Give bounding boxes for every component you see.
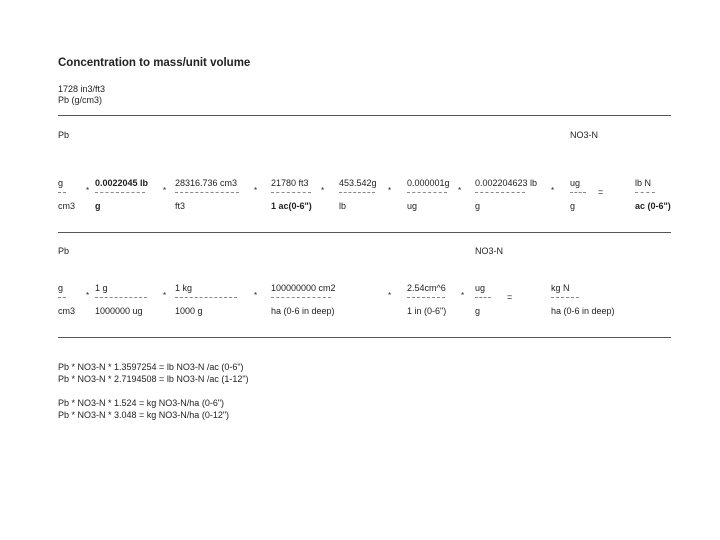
s1-fraction-bar-3 — [271, 192, 311, 193]
s1-den-8: ac (0-6") — [635, 201, 671, 211]
s2-fraction-bar-6 — [551, 297, 579, 298]
formula-2: Pb * NO3-N * 2.7194508 = lb NO3-N /ac (1-12") — [58, 374, 249, 384]
s1-fraction-bar-7 — [570, 192, 586, 193]
s1-fraction-bar-4 — [339, 192, 375, 193]
s2-num-2: 1 kg — [175, 283, 193, 293]
s1-op-3: * — [321, 186, 325, 195]
s2-den-6: ha (0-6 in deep) — [551, 306, 615, 316]
formula-1: Pb * NO3-N * 1.3597254 = lb NO3-N /ac (0-6") — [58, 362, 244, 372]
s1-den-7: g — [570, 201, 576, 211]
s1-den-5: ug — [407, 201, 418, 211]
formula-3: Pb * NO3-N * 1.524 = kg NO3-N/ha (0-6") — [58, 398, 225, 408]
s2-num-1: 1 g — [95, 283, 108, 293]
page-title: Concentration to mass/unit volume — [58, 57, 251, 69]
divider-1 — [58, 115, 671, 116]
s1-num-3: 21780 ft3 — [271, 178, 309, 188]
s2-num-5: ug — [475, 283, 486, 293]
s1-fraction-bar-0 — [58, 192, 66, 193]
s2-den-2: 1000 g — [175, 306, 203, 316]
section1-left-label: Pb — [58, 130, 70, 140]
s1-op-5: * — [458, 186, 462, 195]
s1-op-7: = — [598, 187, 604, 197]
s2-fraction-bar-2 — [175, 297, 237, 298]
intro-line-1: 1728 in3/ft3 — [58, 84, 106, 94]
s2-num-6: kg N — [551, 283, 570, 293]
s2-den-5: g — [475, 306, 481, 316]
divider-3 — [58, 337, 671, 338]
s2-op-1: * — [163, 291, 167, 300]
s2-fraction-bar-4 — [407, 297, 445, 298]
s1-fraction-bar-2 — [175, 192, 239, 193]
section2-left-label: Pb — [58, 246, 70, 256]
s2-den-3: ha (0-6 in deep) — [271, 306, 335, 316]
s1-fraction-bar-5 — [407, 192, 447, 193]
s2-num-0: g — [58, 283, 64, 293]
s1-fraction-bar-1 — [95, 192, 145, 193]
s2-fraction-bar-5 — [475, 297, 491, 298]
s1-num-2: 28316.736 cm3 — [175, 178, 238, 188]
s2-den-4: 1 in (0-6") — [407, 306, 447, 316]
s2-num-3: 100000000 cm2 — [271, 283, 336, 293]
s2-op-5: = — [507, 292, 513, 302]
s1-den-3: 1 ac(0-6") — [271, 201, 312, 211]
s1-den-6: g — [475, 201, 481, 211]
s1-fraction-bar-8 — [635, 192, 655, 193]
s2-fraction-bar-1 — [95, 297, 147, 298]
s1-den-2: ft3 — [175, 201, 186, 211]
s2-op-2: * — [254, 291, 258, 300]
s1-den-4: lb — [339, 201, 347, 211]
s1-fraction-bar-6 — [475, 192, 525, 193]
s1-op-0: * — [86, 186, 90, 195]
s1-num-7: ug — [570, 178, 581, 188]
intro-line-2: Pb (g/cm3) — [58, 95, 103, 105]
s1-num-5: 0.000001g — [407, 178, 450, 188]
s1-num-8: lb N — [635, 178, 652, 188]
section2-right-label: NO3-N — [475, 246, 504, 256]
s2-op-0: * — [86, 291, 90, 300]
s1-op-6: * — [551, 186, 555, 195]
divider-2 — [58, 232, 671, 233]
s2-op-3: * — [388, 291, 392, 300]
s2-den-0: cm3 — [58, 306, 76, 316]
s2-op-4: * — [461, 291, 465, 300]
section1-right-label: NO3-N — [570, 130, 599, 140]
s2-fraction-bar-0 — [58, 297, 66, 298]
s1-num-0: g — [58, 178, 64, 188]
s1-op-4: * — [388, 186, 392, 195]
s1-num-4: 453.542g — [339, 178, 377, 188]
s1-num-1: 0.0022045 lb — [95, 178, 149, 188]
s2-num-4: 2.54cm^6 — [407, 283, 446, 293]
s1-op-2: * — [254, 186, 258, 195]
formula-4: Pb * NO3-N * 3.048 = kg NO3-N/ha (0-12") — [58, 410, 230, 420]
s1-den-0: cm3 — [58, 201, 76, 211]
s1-op-1: * — [163, 186, 167, 195]
s1-num-6: 0.002204623 lb — [475, 178, 538, 188]
s1-den-1: g — [95, 201, 101, 211]
s2-den-1: 1000000 ug — [95, 306, 143, 316]
s2-fraction-bar-3 — [271, 297, 331, 298]
